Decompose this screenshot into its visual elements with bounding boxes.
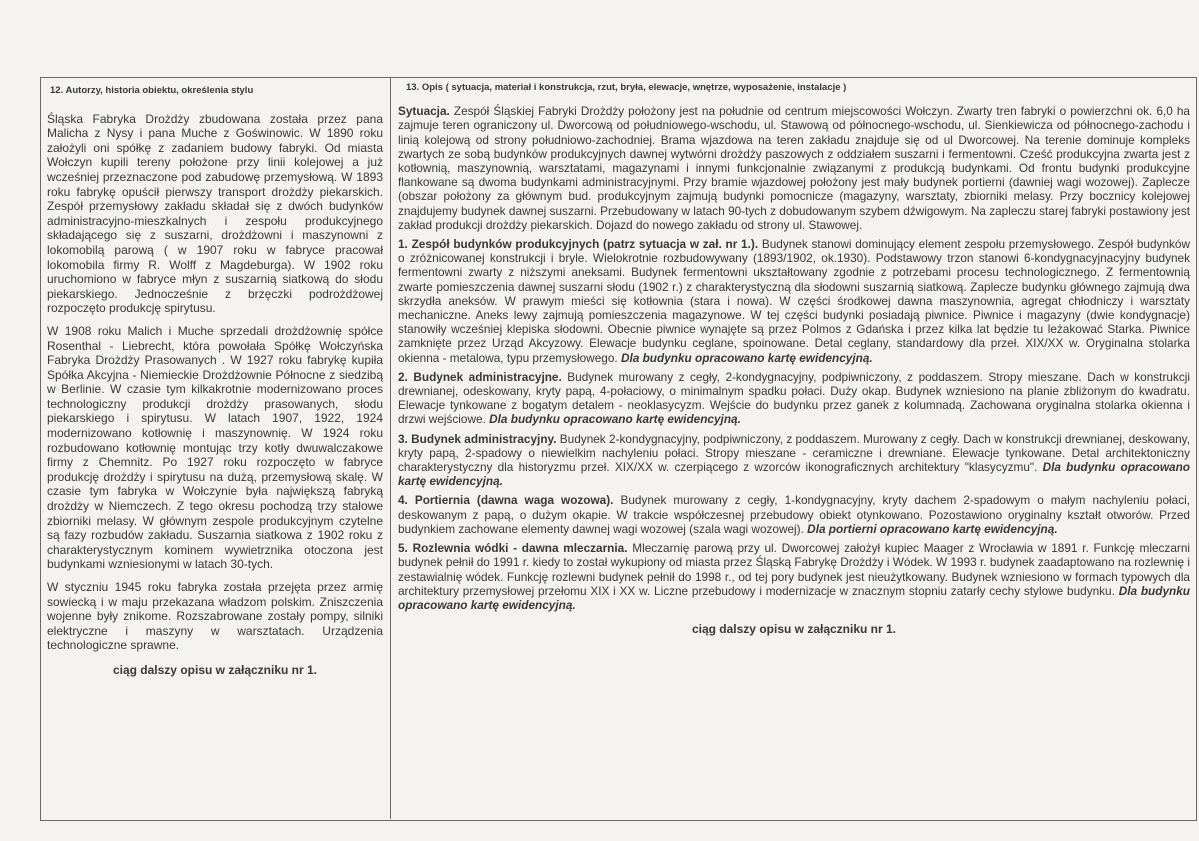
section-1-title: 1. Zespół budynków produkcyjnych (patrz sytuacja w zał. nr 1.). [398, 237, 759, 252]
right-continuation-note: ciąg dalszy opisu w załączniku nr 1. [691, 622, 897, 637]
description-heading: 13. Opis ( sytuacja, materiał i konstrukcja, rzut, bryła, elewacje, wnętrze, wyposażenie, instalacje ) [406, 82, 847, 93]
history-paragraph-3: W styczniu 1945 roku fabryka została przejęta przez armię sowiecką i w maju przekazana władzom polskim. Zniszczenia wojenne były znikome. Rozszabrowane zostały pompy, silniki elektryczne i maszyny w warsztatach. Urządzenia technologiczne sprawne. [47, 580, 383, 653]
left-column [47, 84, 383, 678]
section-5-evidence-note: Dla budynku opracowano kartę ewidencyjną. [398, 583, 1190, 612]
section-2-title: 2. Budynek administracyjne. [398, 369, 562, 384]
section-4-evidence-note: Dla portierni opracowano kartę ewidencyjną. [807, 521, 1058, 536]
right-column [398, 81, 1190, 636]
situation-text: Zespół Śląskiej Fabryki Drożdży położony jest na południe od centrum miejscowości Wołczyn. Zwarty tren fabryki o powierzchni ok. 6,0 ha zajmuje teren ograniczony ul. Dworcową od południowego-wschodu, ul. Stawową od północnego-wschodu, ul. Sienkiewicza od północnego-zachodu i linią kolejową od strony południowo-zachodniej. Brama wjazdowa na teren zakładu znajduje się od ul Dworcowej. Na terenie dominuje kompleks zwartych ze sobą budynków produkcyjnych dawnej wytwórni drożdży paszowych z oddziałem suszarni i fermentowni. Cześć produkcyjna zwarta jest z kotłownią, maszynownią, warsztatami, magazynami i innymi funkcjonalnie związanymi z produkcją budynkami. Od frontu budynki produkcyjne flankowane są dwoma budynkami administracyjnymi. Przy bramie wjazdowej położony jest mały budynek portierni (dawniej wagi wozowej). Zaplecze (obszar położony za głównym bud. produkcyjnym zajmują budynki pomocnicze (magazyny, warsztaty, zbiorniki melasy. Przy bocznicy kolejowej znajdujemy budynek dawnej suszarni. Przebudowany w latach 90-tych z dobudowanym szybem dźwigowym. Na zapleczu starej fabryki postawiony jest zakład produkcji drożdży piekarskich. Dojazd do nowego zakładu od strony ul. Stawowej. [398, 104, 1190, 232]
section-4-title: 4. Portiernia (dawna waga wozowa). [398, 493, 614, 508]
section-3-evidence-note: Dla budynku opracowano kartę ewidencyjną. [398, 460, 1190, 489]
situation-title: Sytuacja. [398, 104, 450, 119]
history-heading: 12. Autorzy, historia obiektu, określenia stylu [50, 85, 254, 96]
section-2-paragraph [398, 370, 1190, 427]
section-3-title: 3. Budynek administracyjny. [398, 431, 557, 446]
section-2-text: Budynek murowany z cegły, 2-kondygnacyjny, podpiwniczony, z poddaszem. Stropy mieszane. Dach w konstrukcji drewnianej, odeskowany, kryty papą, 4-połaciowy, o minimalnym spadku połaci. Duży okap. Budynek wzniesiono na planie zbliżonym do kwadratu. Elewacje tynkowane z bogatym detalem - neoklasycyzm. Wejście do budynku przez ganek z kolumnadą. Zachowana oryginalna stolarka okienna i drzwi wejściowe. [398, 369, 1190, 427]
section-3-paragraph [398, 432, 1190, 489]
left-continuation-note: ciąg dalszy opisu w załączniku nr 1. [112, 662, 318, 677]
section-2-evidence-note: Dla budynku opracowano kartę ewidencyjną. [489, 412, 741, 427]
history-paragraph-1: Śląska Fabryka Drożdży zbudowana została przez pana Malicha z Nysy i pana Muche z Goświnowic. W 1890 roku założyli oni spółkę z zadaniem budowy fabryki. Od miasta Wołczyn kupili tereny położone przy linii kolejowej a już wcześniej przeznaczone pod zabudowę przemysłową. W 1893 roku fabrykę opuścił pierwszy transport drożdży piekarskich. Zespół przemysłowy zakładu składał się z dwóch budynków administracyjno-mieszkalnych i zespołu produkcyjnego składającego się z suszarni, drożdżowni i maszynowni z lokomobilą parową ( w 1907 roku w fabryce pracował lokomobila firmy R. Wolff z Magdeburga). W 1902 roku uruchomiono w fabryce młyn z suszarnią siatkową do słodu piekarskiego. Jednocześnie z brzęczki podrożdżowej rozpoczęto produkcję spirytusu. [47, 111, 383, 316]
section-5-text: Mleczarnię parową przy ul. Dworcowej założył kupiec Maager z Wrocławia w 1891 r. Funkcję mleczarni budynek pełnił do 1991 r. kiedy to został wykupiony od miasta przez Śląską Fabrykę Drożdży i Wódek. W 1993 r. budynek zaadaptowano na rozlewnię i zestawialnię wódek. Funkcję rozlewni budynek pełnił do 1998 r., od tej pory budynek jest nieużytkowany. Budynek wzniesiono w formach typowych dla architektury przemysłowej przełomu XIX i XX w. Liczne przebudowy i modernizacje w znacznym stopniu zatarły cechy stylowe budynku. [398, 541, 1190, 598]
section-1-evidence-note: Dla budynku opracowano kartę ewidencyjną. [620, 350, 873, 365]
section-3-text: Budynek 2-kondygnacyjny, podpiwniczony, z poddaszem. Murowany z cegły. Dach w konstrukcji drewnianej, deskowany, kryty papą, 2-spadowy o niewielkim nachyleniu połaci. Stropy mieszane - ceramiczne i drewniane. Elewacje tynkowane. Detal architektoniczny charakterystyczny dla historyzmu przeł. XIX/XX w. czerpiącego z wzorców ikonograficznych architektury "klasycyzmu". [398, 431, 1190, 475]
section-5-paragraph [398, 541, 1190, 612]
section-4-text: Budynek murowany z cegły, 1-kondygnacyjny, kryty dachem 2-spadowym o małym nachyleniu połaci, deskowanym z papą, o dużym okapie. W trakcie współczesnej przebudowy obiekt otynkowano. Pozostawiono oryginalny kształt otworów. Przed budynkiem zachowane elementy dawnej wagi wozowej (szala wagi wozowej). [398, 493, 1190, 536]
section-4-paragraph [398, 493, 1190, 536]
column-divider [390, 77, 391, 819]
section-5-title: 5. Rozlewnia wódki - dawna mleczarnia. [398, 541, 628, 556]
situation-paragraph [398, 104, 1190, 232]
history-paragraph-2: W 1908 roku Malich i Muche sprzedali drożdżownię spółce Rosenthal - Liebrecht, która powołała Spółkę Wołczyńska Fabryka Drożdży Prasowanych . W 1927 roku fabrykę kupiła Spółka Akcyjna - Niemieckie Drożdżownie Północne z siedzibą w Berlinie. W czasie tym kilkakrotnie modernizowano proces technologiczny produkcji drożdży prasowanych, słodu piekarskiego i spirytusu. W latach 1907, 1922, 1924 modernizowano kotłownię i maszynownię. W 1924 roku rozbudowano kotłownię montując trzy kotły dwuwalczakowe firmy z Chemnitz. Po 1927 roku rozpoczęto w fabryce produkcję drożdży i spirytusu na dużą, przemysłową skalę. W czasie tym fabryka w Wołczynie była największą fabryką drożdży w Niemczech. Z tego okresu pochodzą trzy stalowe zbiorniki melasy. W głównym zespole produkcyjnym czytelne są fazy rozbudów zakładu. Suszarnia siatkowa z 1902 roku z charakterystycznym kominem wywietrznika otoczona jest budynkami wzniesionymi w latach 30-tych. [47, 323, 383, 572]
section-1-text: Budynek stanowi dominujący element zespołu przemysłowego. Zespół budynków o zróżnicowanej konstrukcji i bryle. Wielokrotnie rozbudowywany (1893/1902, ok.1930). Podstawowy trzon stanowi 6-kondygnacyjnacyjny budynek fermentowni zwarty z niższymi aneksami. Budynek fermentowni ukształtowany zgodnie z potrzebami procesu technologicznego. Z fermentownią zwarte pomieszczenia dawnej suszarni słodu (1902 r.) z charakterystyczną dla słodowni suszarnią siatkową. Zaplecze budynku głównego zajmują dwa skrzydła aneksów. W prawym mieści się kotłownia (stara i nowa). W części środkowej dawna maszynownia, agregat chłodniczy i warsztaty mechaniczne. Aneks lewy zajmują pomieszczenia magazynowe. W tej części budynki posiadają piwnice. Piwnice i magazyny (dwie kondygnacje) stanowiły wcześniej klepiska słodowni. Obecnie piwnice wynajęte są przez Polmos z Gdańska i przez kilka lat będzie tu leżakować Starka. Piwnice zamknięte przez Urząd Akcyzowy. Elewacje budynku ceglane, spoinowane. Detal ceglany, standardowy dla przeł. XIX/XX w. Oryginalna stolarka okienna - metalowa, typu przemysłowego. [398, 237, 1190, 365]
section-1-paragraph [398, 237, 1190, 365]
